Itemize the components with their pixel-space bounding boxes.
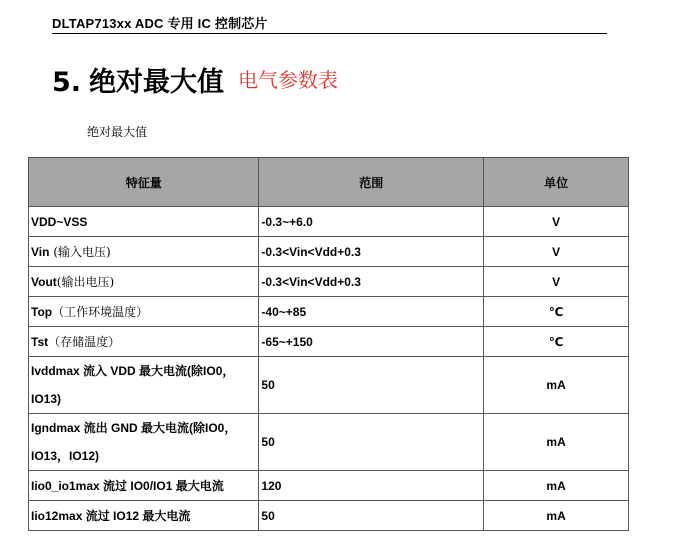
param-name: Vin: [31, 245, 50, 259]
table-row: [29, 297, 629, 327]
param-name: Igndmax 流出 GND 最大电流(除IO0，IO13，IO12): [31, 421, 237, 463]
cell-parameter: [29, 471, 259, 501]
cell-unit: ℃: [484, 327, 629, 357]
cell-unit: mA: [484, 414, 629, 471]
param-name: Tst: [31, 335, 49, 349]
section-annotation: 电气参数表: [238, 68, 339, 92]
cell-range: 50: [259, 414, 484, 471]
absolute-max-ratings-table: [28, 157, 629, 531]
cell-unit: V: [484, 207, 629, 237]
param-name: VDD~VSS: [31, 214, 88, 229]
document-header-title: DLTAP713xx ADC 专用 IC 控制芯片: [52, 16, 268, 31]
cell-range: -0.3<Vin<Vdd+0.3: [259, 267, 484, 297]
cell-range: -40~+85: [259, 297, 484, 327]
column-header-range: 范围: [259, 158, 484, 207]
param-note: （存储温度）: [48, 335, 121, 349]
table-row: [29, 267, 629, 297]
cell-range: 50: [259, 357, 484, 414]
cell-unit: mA: [484, 471, 629, 501]
cell-parameter: [29, 501, 259, 531]
param-name: Iio12max 流过 IO12 最大电流: [31, 509, 191, 523]
table-header-row: [29, 158, 629, 207]
section-number: 5.: [52, 67, 82, 98]
param-note: （工作环境温度）: [52, 305, 149, 319]
cell-unit: mA: [484, 357, 629, 414]
cell-unit: ℃: [484, 297, 629, 327]
cell-parameter: [29, 207, 259, 237]
param-note: (输入电压): [49, 245, 111, 259]
cell-parameter: [29, 237, 259, 267]
table-row: [29, 237, 629, 267]
section-heading: [52, 60, 338, 99]
cell-unit: mA: [484, 501, 629, 531]
cell-range: 50: [259, 501, 484, 531]
param-note: (输出电压): [56, 275, 115, 289]
cell-range: -0.3~+6.0: [259, 207, 484, 237]
cell-unit: V: [484, 237, 629, 267]
cell-parameter: [29, 357, 259, 414]
cell-parameter: [29, 327, 259, 357]
table-row: [29, 471, 629, 501]
param-name: Iio0_io1max 流过 IO0/IO1 最大电流: [31, 479, 224, 493]
header-divider: [52, 33, 607, 34]
table-row: [29, 327, 629, 357]
cell-parameter: [29, 414, 259, 471]
table-row: [29, 207, 629, 237]
column-header-unit: 单位: [484, 158, 629, 207]
param-name: Vout: [31, 275, 57, 289]
column-header-parameter: 特征量: [29, 158, 259, 207]
cell-parameter: [29, 297, 259, 327]
cell-range: -65~+150: [259, 327, 484, 357]
table-row: [29, 501, 629, 531]
table-row: [29, 357, 629, 414]
param-name: Ivddmax 流入 VDD 最大电流(除IO0，IO13): [31, 364, 235, 406]
cell-range: 120: [259, 471, 484, 501]
param-name: Top: [31, 305, 53, 319]
cell-parameter: [29, 267, 259, 297]
cell-range: -0.3<Vin<Vdd+0.3: [259, 237, 484, 267]
table-caption: 绝对最大值: [87, 125, 148, 139]
table-row: [29, 414, 629, 471]
cell-unit: V: [484, 267, 629, 297]
section-title: 绝对最大值: [89, 67, 225, 98]
